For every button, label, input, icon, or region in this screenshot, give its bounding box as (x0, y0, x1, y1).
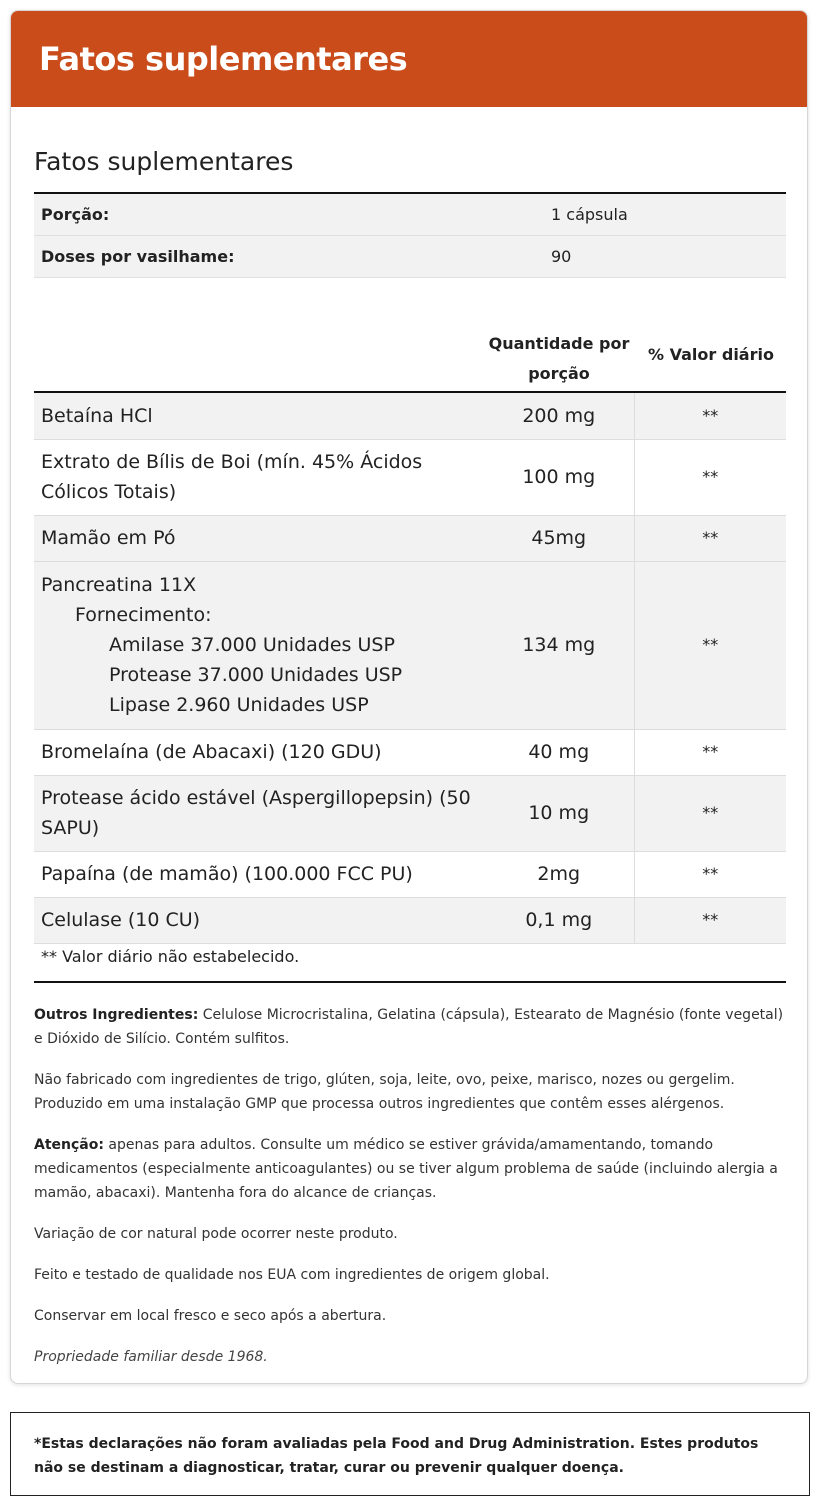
ingredient-dv: ** (634, 775, 786, 851)
daily-value-header: % Valor diário (648, 345, 774, 364)
ingredient-amount: 40 mg (484, 729, 634, 775)
ingredient-sub-item: Lipase 2.960 Unidades USP (109, 694, 369, 716)
serving-size-label: Porção: (41, 205, 110, 224)
table-row (34, 775, 786, 851)
table-row (34, 515, 786, 561)
table-row (34, 897, 786, 943)
ingredient-name: Betaína HCl (34, 393, 484, 439)
servings-per-container-value: 90 (551, 247, 572, 266)
ingredient-name: Protease ácido estável (Aspergillopepsin) (50 SAPU) (34, 775, 484, 851)
ingredient-name: Papaína (de mamão) (100.000 FCC PU) (34, 851, 484, 897)
ingredient-amount: 10 mg (484, 775, 634, 851)
family-owned-text: Propriedade familiar desde 1968. (34, 1349, 268, 1365)
servings-per-container-label: Doses por vasilhame: (41, 247, 235, 266)
card-header (11, 11, 807, 107)
allergen-statement: Não fabricado com ingredientes de trigo, glúten, soja, leite, ovo, peixe, marisco, nozes ou gergelim. Produzido em uma instalação GMP que processa outros ingredientes que contêm esses alérgenos. (34, 1072, 735, 1112)
ingredient-amount: 2mg (484, 851, 634, 897)
ingredient-amount: 200 mg (484, 393, 634, 439)
ingredient-dv: ** (634, 393, 786, 439)
supplement-facts-card (10, 10, 808, 1384)
ingredient-dv: ** (634, 851, 786, 897)
table-row (34, 561, 786, 729)
other-ingredients-label: Outros Ingredientes: (34, 1007, 199, 1023)
product-notes (34, 1003, 790, 1384)
ingredient-name: Extrato de Bílis de Boi (mín. 45% Ácidos Cólicos Totais) (34, 439, 484, 515)
ingredient-name: Pancreatina 11X (41, 574, 197, 596)
ingredient-name: Celulase (10 CU) (34, 897, 484, 943)
warning-text: apenas para adultos. Consulte um médico se estiver grávida/amamentando, tomando medicamentos (especialmente anticoagulantes) ou se tiver algum problema de saúde (incluindo alergia a mamão, abacaxi). Mantenha fora do alcance de crianças. (34, 1137, 778, 1201)
ingredient-amount: 134 mg (484, 561, 634, 729)
table-row (34, 851, 786, 897)
table-row (34, 393, 786, 439)
ingredient-sub-label: Fornecimento: (75, 604, 212, 626)
storage-note: Conservar em local fresco e seco após a abertura. (34, 1308, 387, 1324)
serving-size-value: 1 cápsula (551, 205, 628, 224)
ingredient-dv: ** (634, 561, 786, 729)
table-row (34, 439, 786, 515)
ingredient-dv: ** (634, 897, 786, 943)
amount-header: Quantidade por porção (488, 334, 630, 383)
ingredient-name: Mamão em Pó (34, 515, 484, 561)
ingredient-sub-item: Amilase 37.000 Unidades USP (109, 634, 395, 656)
servings-per-container-row (34, 236, 786, 278)
other-ingredients (34, 1003, 790, 1051)
warning-label: Atenção: (34, 1137, 104, 1153)
other-ingredients-text: Celulose Microcristalina, Gelatina (cápsula), Estearato de Magnésio (fonte vegetal) e Dióxido de Silício. Contém sulfitos. (34, 1007, 784, 1047)
serving-size-row (34, 194, 786, 236)
ingredient-sub-item: Protease 37.000 Unidades USP (109, 664, 403, 686)
warning (34, 1133, 790, 1205)
daily-value-footnote: ** Valor diário não estabelecido. (34, 947, 786, 983)
ingredients-table (34, 393, 786, 944)
header-title: Fatos suplementares (39, 40, 408, 78)
family-owned-note (34, 1345, 790, 1369)
ingredient-amount: 45mg (484, 515, 634, 561)
serving-info (34, 192, 786, 278)
ingredient-dv: ** (634, 439, 786, 515)
ingredient-amount: 100 mg (484, 439, 634, 515)
ingredient-name: Bromelaína (de Abacaxi) (120 GDU) (34, 729, 484, 775)
ingredient-name-group (34, 561, 484, 729)
ingredient-dv: ** (634, 515, 786, 561)
facts-title: Fatos suplementares (34, 147, 294, 176)
fda-disclaimer: *Estas declarações não foram avaliadas pela Food and Drug Administration. Estes produtos não se destinam a diagnosticar, tratar, curar ou prevenir qualquer doença. (10, 1412, 810, 1496)
column-headers (34, 329, 786, 393)
table-row (34, 729, 786, 775)
ingredient-amount: 0,1 mg (484, 897, 634, 943)
color-variation-note: Variação de cor natural pode ocorrer neste produto. (34, 1226, 398, 1242)
ingredient-dv: ** (634, 729, 786, 775)
made-in-note: Feito e testado de qualidade nos EUA com ingredientes de origem global. (34, 1267, 550, 1283)
